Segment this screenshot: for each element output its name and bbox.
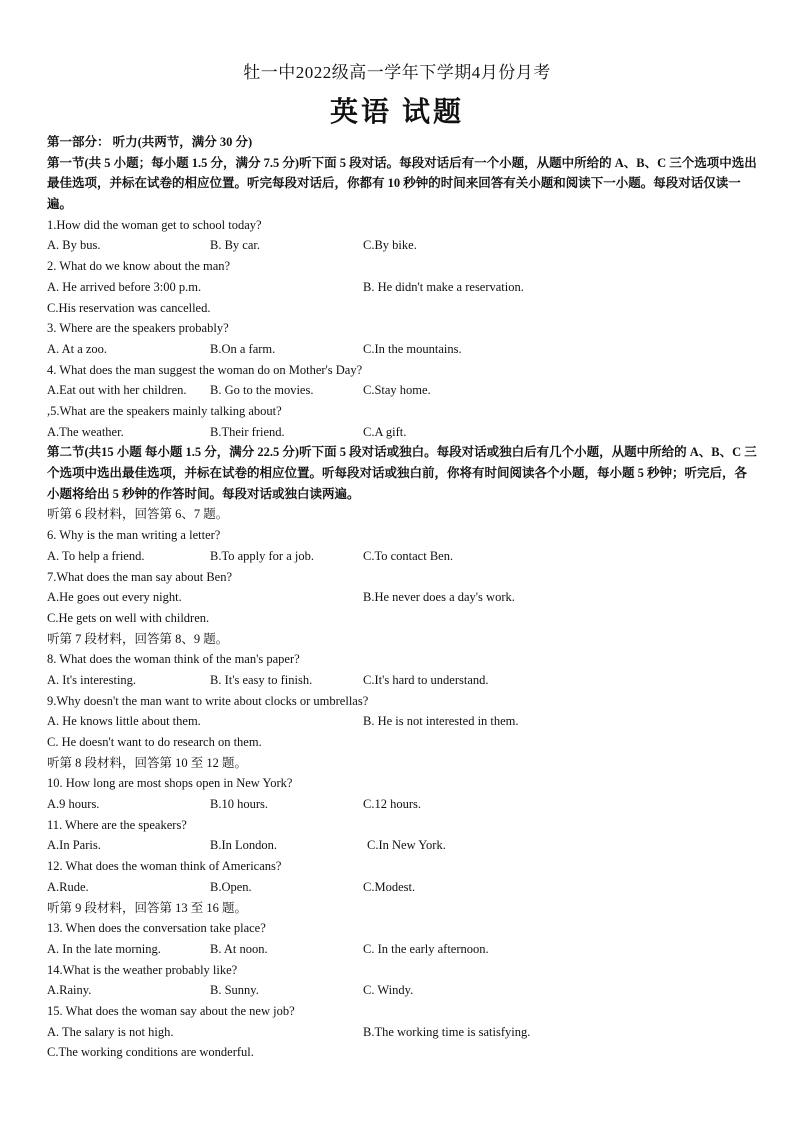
q2-option-b: B. He didn't make a reservation. [363,279,524,294]
question-2-options [47,277,757,298]
question-10-options [47,794,757,815]
section1-instructions: 第一节(共 5 小题；每小题 1.5 分，满分 7.5 分)听下面 5 段对话。每段对话后有一个小题，从题中所给的 A、B、C 三个选项中选出最佳选项，并标在试卷的相应位置。听完每段对话后，你都有 10 秒钟的时间来回答有关小题和阅读下一小题。每段对话仅读一遍。 [47,155,757,212]
q5-option-c: C.A gift. [363,424,407,439]
q7-option-b: B.He never does a day's work. [363,590,515,605]
q8-option-a: A. It's interesting. [47,672,137,687]
question-5-options [47,422,757,443]
q6-option-b: B.To apply for a job. [210,548,314,563]
q14-option-c: C. Windy. [363,983,414,998]
q1-option-c: C.By bike. [363,238,417,253]
q6-option-c: C.To contact Ben. [363,548,454,563]
q13-option-a: A. In the late morning. [47,941,161,956]
q11-option-b: B.In London. [210,838,278,853]
question-12-options [47,877,757,898]
q4-option-c: C.Stay home. [363,383,431,398]
question-1-options [47,235,757,256]
q14-option-b: B. Sunny. [210,983,259,998]
q10-option-c: C.12 hours. [363,797,421,812]
q5-option-a: A.The weather. [47,424,124,439]
q2-option-a: A. He arrived before 3:00 p.m. [47,279,202,294]
q15-option-b: B.The working time is satisfying. [363,1024,531,1039]
school-exam-line: 牡一中2022级高一学年下学期4月份月考 [243,63,551,82]
q15-option-a: A. The salary is not high. [47,1024,174,1039]
q9-option-c: C. He doesn't want to do research on them. [47,735,262,750]
q3-option-c: C.In the mountains. [363,341,462,356]
question-13-options [47,939,757,960]
question-9-options [47,711,757,732]
q6-option-a: A. To help a friend. [47,548,145,563]
q14-option-a: A.Rainy. [47,983,92,998]
question-14-options [47,980,757,1001]
question-8-options [47,670,757,691]
question-6-options [47,546,757,567]
q8-option-b: B. It's easy to finish. [210,672,313,687]
question-8-stem: 8. What does the woman think of the man's paper? [47,652,300,667]
question-7-stem: 7.What does the man say about Ben? [47,569,233,584]
q9-option-a: A. He knows little about them. [47,714,201,729]
question-15-options [47,1022,757,1043]
question-9-stem: 9.Why doesn't the man want to write about clocks or umbrellas? [47,693,369,708]
q1-option-a: A. By bus. [47,238,101,253]
question-15-stem: 15. What does the woman say about the new job? [47,1003,295,1018]
q7-option-c: C.He gets on well with children. [47,610,210,625]
page-title: 英语 试题 [329,97,464,128]
q3-option-a: A. At a zoo. [47,341,108,356]
material-9-note: 听第 9 段材料，回答第 13 至 16 题。 [47,900,248,915]
material-7-note: 听第 7 段材料，回答第 8、9 题。 [47,631,229,646]
question-11-options [47,835,757,856]
question-7-options [47,587,757,608]
q7-option-a: A.He goes out every night. [47,590,182,605]
q1-option-b: B. By car. [210,238,260,253]
q11-option-c: C.In New York. [367,838,446,853]
part1-heading: 第一部分： 听力(共两节，满分 30 分) [47,135,253,149]
q4-option-a: A.Eat out with her children. [47,383,187,398]
q10-option-a: A.9 hours. [47,797,100,812]
question-2-stem: 2. What do we know about the man? [47,259,231,274]
question-12-stem: 12. What does the woman think of Americans? [47,859,282,874]
question-4-options [47,380,757,401]
q2-option-c: C.His reservation was cancelled. [47,300,211,315]
question-13-stem: 13. When does the conversation take place? [47,921,266,936]
q15-option-c: C.The working conditions are wonderful. [47,1045,254,1060]
q12-option-b: B.Open. [210,879,252,894]
question-4-stem: 4. What does the man suggest the woman do on Mother's Day? [47,362,363,377]
q3-option-b: B.On a farm. [210,341,276,356]
exam-content [47,132,757,1063]
q13-option-c: C. In the early afternoon. [363,941,489,956]
material-6-note: 听第 6 段材料，回答第 6、7 题。 [47,507,229,522]
q8-option-c: C.It's hard to understand. [363,672,489,687]
q9-option-b: B. He is not interested in them. [363,714,519,729]
question-10-stem: 10. How long are most shops open in New York? [47,776,293,791]
q12-option-c: C.Modest. [363,879,416,894]
section2-instructions: 第二节(共15 小题 每小题 1.5 分，满分 22.5 分)听下面 5 段对话或独白。每段对话或独白后有几个小题，从题中所给的 A、B、C 三个选项中选出最佳选项，并标在试卷的相应位置。听每段对话或独白前，你将有时间阅读各个小题，每小题 5 秒钟；听完后，各小题将给出 5 秒钟的作答时间。每段对话或独白读两遍。 [47,445,757,501]
question-1-stem: 1.How did the woman get to school today? [47,217,262,232]
material-8-note: 听第 8 段材料，回答第 10 至 12 题。 [47,755,248,770]
q13-option-b: B. At noon. [210,941,268,956]
question-5-stem: ,5.What are the speakers mainly talking about? [47,403,282,418]
question-3-stem: 3. Where are the speakers probably? [47,321,229,336]
q4-option-b: B. Go to the movies. [210,383,314,398]
q10-option-b: B.10 hours. [210,797,268,812]
question-11-stem: 11. Where are the speakers? [47,817,187,832]
question-14-stem: 14.What is the weather probably like? [47,962,238,977]
q5-option-b: B.Their friend. [210,424,285,439]
q11-option-a: A.In Paris. [47,838,101,853]
question-6-stem: 6. Why is the man writing a letter? [47,528,221,543]
question-3-options [47,339,757,360]
q12-option-a: A.Rude. [47,879,89,894]
